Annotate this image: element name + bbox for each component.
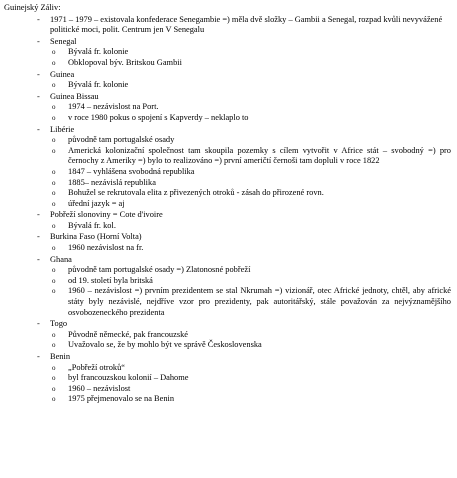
circle-bullet-icon: o — [52, 103, 56, 112]
section — [4, 92, 457, 124]
list-item-text: Bývalá fr. kol. — [68, 220, 116, 230]
list-item — [4, 47, 457, 58]
section — [4, 210, 457, 231]
circle-bullet-icon: o — [52, 189, 56, 198]
section — [4, 319, 457, 351]
list-item — [4, 384, 457, 395]
section-heading-text: 1971 – 1979 – existovala konfederace Senegambie =) měla dvě složky – Gambii a Senegal, rozpad kvůli nevyvážené politické moci, polit. Centrum jen V Senegalu — [50, 14, 443, 35]
list-item-text: Bývalá fr. kolonie — [68, 47, 129, 57]
circle-bullet-icon: o — [52, 276, 56, 285]
section-heading — [4, 92, 457, 103]
list-item — [4, 394, 457, 405]
section-heading-text: Togo — [50, 319, 68, 329]
circle-bullet-icon: o — [52, 363, 56, 372]
section-heading-text: Benin — [50, 352, 71, 361]
circle-bullet-icon: o — [52, 146, 56, 155]
list-item-text: „Pobřeží otroků“ — [68, 362, 125, 372]
circle-bullet-icon: o — [52, 374, 56, 383]
list-item — [4, 80, 457, 91]
circle-bullet-icon: o — [52, 244, 56, 253]
circle-bullet-icon: o — [52, 58, 56, 67]
dash-bullet-icon: - — [37, 69, 40, 79]
list-item — [4, 286, 457, 318]
section — [4, 255, 457, 319]
list-item — [4, 113, 457, 124]
section — [4, 37, 457, 69]
list-item-text: Bohužel se rekrutovala elita z přivezených otroků - zásah do přirozené rovn. — [68, 188, 324, 198]
circle-bullet-icon: o — [52, 136, 56, 145]
list-item — [4, 265, 457, 276]
dash-bullet-icon: - — [37, 254, 40, 264]
list-item-text: Bývalá fr. kolonie — [68, 80, 129, 90]
circle-bullet-icon: o — [52, 266, 56, 275]
list-item — [4, 58, 457, 69]
section-heading — [4, 232, 457, 243]
section — [4, 70, 457, 91]
section-heading-text: Senegal — [50, 36, 77, 46]
list-item-text: Původně německé, pak francouzské — [68, 329, 188, 339]
section-heading-text: Guinea Bissau — [50, 91, 99, 101]
section-heading — [4, 70, 457, 81]
list-item — [4, 178, 457, 189]
circle-bullet-icon: o — [52, 384, 56, 393]
list-item — [4, 363, 457, 374]
section-list — [4, 15, 457, 405]
list-item — [4, 243, 457, 254]
list-item-text: byl francouzskou kolonií – Dahome — [68, 373, 189, 383]
list-item — [4, 330, 457, 341]
list-item-text: 1960 – nezávislost =) prvním prezidentem se stal Nkrumah =) vizionář, otec Africké jednoty, chtěl, aby africké státy byly nezávislé, nejdříve vzor pro prezidenty, pak autoritářský, stále považován za nejvýznamějšího osvobozeneckého prezidenta — [68, 286, 451, 317]
list-item-text: 1960 nezávislost na fr. — [68, 243, 144, 253]
list-item-text: od 19. století byla britská — [68, 275, 153, 285]
dash-bullet-icon: - — [37, 210, 40, 220]
list-item-text: Obklopoval býv. Britskou Gambii — [68, 57, 182, 67]
list-item — [4, 167, 457, 178]
circle-bullet-icon: o — [52, 221, 56, 230]
section-heading — [4, 352, 457, 363]
circle-bullet-icon: o — [52, 330, 56, 339]
list-item — [4, 135, 457, 146]
dash-bullet-icon: - — [37, 319, 40, 329]
circle-bullet-icon: o — [52, 48, 56, 57]
circle-bullet-icon: o — [52, 395, 56, 404]
section-heading-text: Guinea — [50, 69, 75, 79]
list-item-text: původně tam portugalské osady — [68, 135, 175, 145]
list-item-text: 1960 – nezávislost — [68, 383, 131, 393]
circle-bullet-icon: o — [52, 178, 56, 187]
list-item — [4, 188, 457, 199]
circle-bullet-icon: o — [52, 199, 56, 208]
section-heading — [4, 210, 457, 221]
dash-bullet-icon: - — [37, 36, 40, 46]
list-item — [4, 276, 457, 287]
section-heading — [4, 255, 457, 266]
list-item-text: úřední jazyk = aj — [68, 198, 125, 208]
list-item — [4, 102, 457, 113]
list-item-text: 1885– nezávislá republika — [68, 177, 156, 187]
dash-bullet-icon: - — [37, 124, 40, 134]
section-heading-text: Burkina Faso (Horní Volta) — [50, 232, 142, 242]
document-title: Guinejský Záliv: — [4, 3, 61, 12]
section-heading — [4, 125, 457, 136]
circle-bullet-icon: o — [52, 167, 56, 176]
circle-bullet-icon: o — [52, 287, 56, 296]
list-item — [4, 199, 457, 210]
list-item — [4, 340, 457, 351]
list-item-text: v roce 1980 pokus o spojení s Kapverdy – neklaplo to — [68, 112, 249, 122]
list-item-text: Americká kolonizační společnost tam skoupila pozemky s cílem vytvořit v Africe stát – svobodný =) pro černochy z Ameriky =) bylo to realizováno =) první američtí černoši tam dopluli v roce 1822 — [68, 145, 451, 166]
section-heading-text: Pobřeží slonoviny = Cote d'ivoire — [50, 210, 163, 220]
dash-bullet-icon: - — [37, 14, 40, 24]
section-heading — [4, 319, 457, 330]
section — [4, 15, 457, 36]
circle-bullet-icon: o — [52, 341, 56, 350]
list-item-text: Uvažovalo se, že by mohlo být ve správě Československa — [68, 340, 262, 350]
section-heading — [4, 15, 457, 36]
dash-bullet-icon: - — [37, 232, 40, 242]
list-item — [4, 146, 457, 167]
section-heading-text: Libérie — [50, 124, 75, 134]
list-item-text: 1974 – nezávislost na Port. — [68, 102, 159, 112]
section-heading-text: Ghana — [50, 254, 72, 264]
section-heading — [4, 37, 457, 48]
dash-bullet-icon: - — [37, 352, 40, 361]
list-item-text: 1975 přejmenovalo se na Benin — [68, 394, 175, 404]
list-item-text: původně tam portugalské osady =) Zlatonosné pobřeží — [68, 265, 251, 275]
section — [4, 125, 457, 210]
circle-bullet-icon: o — [52, 81, 56, 90]
list-item — [4, 373, 457, 384]
section — [4, 352, 457, 405]
section — [4, 232, 457, 253]
list-item-text: 1847 – vyhlášena svobodná republika — [68, 166, 195, 176]
list-item — [4, 221, 457, 232]
dash-bullet-icon: - — [37, 91, 40, 101]
circle-bullet-icon: o — [52, 113, 56, 122]
